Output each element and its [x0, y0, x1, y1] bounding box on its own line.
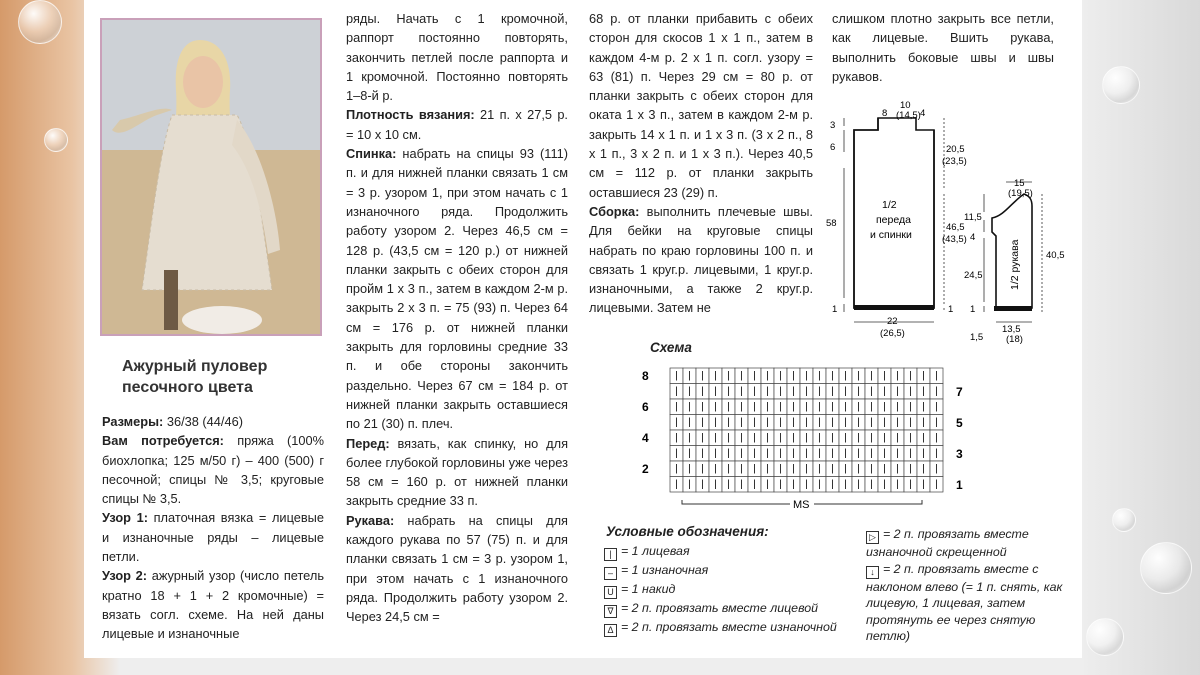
legend-symbol: ▷ — [866, 531, 879, 544]
legend-item — [604, 618, 874, 637]
body-dim: 20,5 — [946, 144, 965, 155]
title-line: Ажурный пуловер — [122, 358, 268, 375]
sleeve-dim: 4 — [970, 232, 976, 243]
sleeve-schematic — [962, 172, 1074, 348]
paragraph-text: 21 п. х 27,5 р. = 10 х 10 см. — [346, 107, 568, 142]
body-dim: (23,5) — [942, 156, 967, 167]
body-dim: 3 — [830, 120, 836, 131]
paragraph-heading: Рукава: — [346, 512, 395, 528]
body-schematic — [824, 98, 967, 346]
legend-symbol: ∇ — [604, 605, 617, 618]
paragraph — [589, 202, 813, 318]
paragraph-heading: Узор 2: — [102, 568, 148, 584]
pattern-title — [122, 356, 267, 398]
legend-text: = 2 п. провязать вместе с наклоном влево (= 1 п. снять, как лицевую, 1 лицевая, затем протянуть ее через снятую петлю) — [866, 561, 1063, 643]
pattern-page — [84, 0, 1082, 658]
paragraph-text: слишком плотно закрыть все петли, как лицевые. Вшить рукава, выполнить боковые швы и швы рукавов. — [832, 11, 1054, 84]
body-dim: 46,5 — [946, 222, 965, 233]
paragraph — [346, 511, 568, 627]
sleeve-dim: 1 — [970, 304, 976, 315]
paragraph — [589, 9, 813, 202]
body-dim: 1 — [832, 304, 838, 315]
body-dim: 1 — [948, 304, 954, 315]
water-drop-decoration — [1102, 66, 1140, 104]
water-drop-decoration — [1112, 508, 1136, 532]
sleeve-dim: 15 — [1014, 178, 1025, 189]
body-center-label: переда — [876, 214, 911, 226]
sleeve-dim: 11,5 — [964, 212, 982, 223]
sleeve-dim: 40,5 — [1046, 250, 1065, 261]
chart-ms-label: MS — [793, 499, 810, 511]
legend-symbol: | — [604, 548, 617, 561]
sleeve-dim: 24,5 — [964, 270, 983, 281]
text-column-1 — [102, 412, 324, 644]
legend-text: = 2 п. провязать вместе лицевой — [621, 601, 819, 615]
legend-symbol: U — [604, 586, 617, 599]
legend-item — [604, 561, 874, 580]
water-drop-decoration — [18, 0, 62, 44]
paragraph — [102, 508, 324, 566]
body-dim: 8 — [882, 108, 888, 119]
body-center-label: и спинки — [870, 229, 912, 241]
legend-item — [604, 580, 874, 599]
legend-list — [604, 542, 874, 637]
paragraph-text: пряжа (100% биохлопка; 125 м/50 г) – 400 (500) г песочной; спицы № 3,5; круговые спицы № 3,5. — [102, 433, 324, 507]
body-dim: 4 — [920, 108, 926, 119]
legend-item — [866, 526, 1066, 561]
paragraph-heading: Размеры: — [102, 414, 164, 429]
text-column-2 — [346, 9, 568, 627]
chart-row-number: 1 — [956, 478, 963, 492]
legend-item — [866, 561, 1066, 645]
paragraph — [346, 105, 568, 144]
paragraph-heading: Узор 1: — [102, 510, 148, 526]
title-line: песочного цвета — [122, 379, 253, 396]
legend-list-2 — [866, 526, 1066, 645]
water-drop-decoration — [1086, 618, 1124, 656]
text-column-4 — [832, 9, 1054, 86]
chart-row-number: 5 — [956, 416, 963, 430]
paragraph-text: ряды. Начать с 1 кромочной, раппорт постоянно повторять, закончить петлей после раппорта и 1 кромочной. Постоянно повторять 1–8-й р. — [346, 11, 568, 104]
legend-text: = 2 п. провязать вместе изнаночной скрещенной — [866, 527, 1029, 559]
body-dim: (14,5) — [896, 110, 921, 121]
sleeve-center-label: 1/2 рукава — [1009, 239, 1021, 290]
legend-text: = 2 п. провязать вместе изнаночной — [621, 620, 837, 634]
paragraph-text: набрать на спицы 93 (111) п. и для нижней планки связать 1 см = 3 р. узором 1, при этом начать с 1 изнаночного ряда. Продолжить работу узором 2. Через 46,5 см = 128 р. (43,5 см = 120 р.) от нижней планки закрыть с обеих сторон для пройм 1 х 3 п., затем в каждом 2-м р. закрыть 2 х 3 п. = 75 (93) п. Через 64 см = 176 р. от нижней планки закрыть для горловины средние 33 п. и обе стороны закончить раздельно. Через 67 см = 184 р. от нижней планки закрыть оставшиеся по 21 (30) п. плеч. — [346, 146, 568, 432]
paragraph — [102, 431, 324, 508]
paragraph — [102, 412, 324, 431]
chart-row-number: 7 — [956, 385, 963, 399]
paragraph-heading: Вам потребуется: — [102, 433, 224, 449]
legend-item — [604, 542, 874, 561]
knitting-chart — [630, 358, 980, 511]
body-dim: 10 — [900, 100, 911, 111]
legend-item — [604, 599, 874, 618]
paragraph-text: вязать, как спинку, но для более глубокой горловины уже через 58 см = 160 р. от нижней планки закрыть средние 33 п. — [346, 435, 568, 509]
body-dim: 6 — [830, 142, 836, 153]
sleeve-dim: 1,5 — [970, 332, 984, 343]
paragraph — [102, 566, 324, 643]
water-drop-decoration — [44, 128, 68, 152]
paragraph-heading: Сборка: — [589, 203, 640, 219]
legend-title: Условные обозначения: — [606, 524, 769, 539]
body-center-label: 1/2 — [882, 199, 897, 211]
paragraph-text: 36/38 (44/46) — [163, 414, 243, 429]
paragraph-text: выполнить плечевые швы. Для бейки на круговые спицы набрать по краю горловины 100 п. и связать 1 круг.р. лицевыми, 1 круг.р. изнаночными, а также 2 круг.р. лицевыми. Затем не — [589, 203, 813, 316]
legend-symbol: ↓ — [866, 566, 879, 579]
body-dim: 58 — [826, 218, 837, 229]
sleeve-dim: 13,5 — [1002, 324, 1021, 335]
sleeve-dim: (19,5) — [1008, 188, 1033, 199]
paragraph-text: платочная вязка = лицевые и изнаночные ряды – лицевые петли. — [102, 510, 324, 565]
paragraph-text: набрать на спицы для каждого рукава по 57 (75) п. и для планки связать 1 см = 3 р. узором 1, при этом начать с 1 изнаночного ряда. Продолжить работу узором 2. Через 24,5 см = — [346, 512, 568, 625]
water-drop-decoration — [1140, 542, 1192, 594]
chart-row-number: 4 — [642, 431, 649, 445]
legend-symbol: Δ — [604, 624, 617, 637]
model-photo — [100, 18, 322, 336]
paragraph-heading: Плотность вязания: — [346, 107, 475, 123]
legend-symbol: – — [604, 567, 617, 580]
paragraph-heading: Спинка: — [346, 146, 397, 162]
text-column-3 — [589, 9, 813, 318]
legend-text: = 1 изнаночная — [621, 563, 709, 577]
legend-text: = 1 накид — [621, 582, 676, 596]
paragraph — [346, 434, 568, 511]
paragraph — [346, 9, 568, 105]
paragraph-text: 68 р. от планки прибавить с обеих сторон для скосов 1 х 1 п., затем в каждом 4-м р. 2 х 1 п. согл. узору = 63 (81) п. Через 29 см = 80 р. от планки закрыть с обеих сторон для оката 1 х 3 п., затем в каждом 2-м р. закрыть 14 х 1 п. и 1 х 3 п. (3 х 2 п., 8 х 1 п., 3 х 2 п. и 1 х 3 п.). Через 40,5 см = 112 р. от планки закрыть оставшиеся 23 (29) п. — [589, 11, 813, 200]
chart-row-number: 8 — [642, 369, 649, 383]
sleeve-dim: (18) — [1006, 334, 1023, 345]
legend-text: = 1 лицевая — [621, 544, 690, 558]
chart-row-number: 2 — [642, 462, 649, 476]
body-dim: (43,5) — [942, 234, 967, 245]
paragraph — [832, 9, 1054, 86]
schema-label: Схема — [650, 340, 692, 355]
body-dim: (26,5) — [880, 328, 905, 339]
paragraph-heading: Перед: — [346, 435, 390, 451]
paragraph-text: ажурный узор (число петель кратно 18 + 1 + 2 кромочные) = вязать согл. схеме. На ней даны лицевые и изнаночные — [102, 568, 324, 642]
chart-row-number: 3 — [956, 447, 963, 461]
paragraph — [346, 144, 568, 433]
chart-row-number: 6 — [642, 400, 649, 414]
body-dim: 22 — [887, 316, 898, 327]
